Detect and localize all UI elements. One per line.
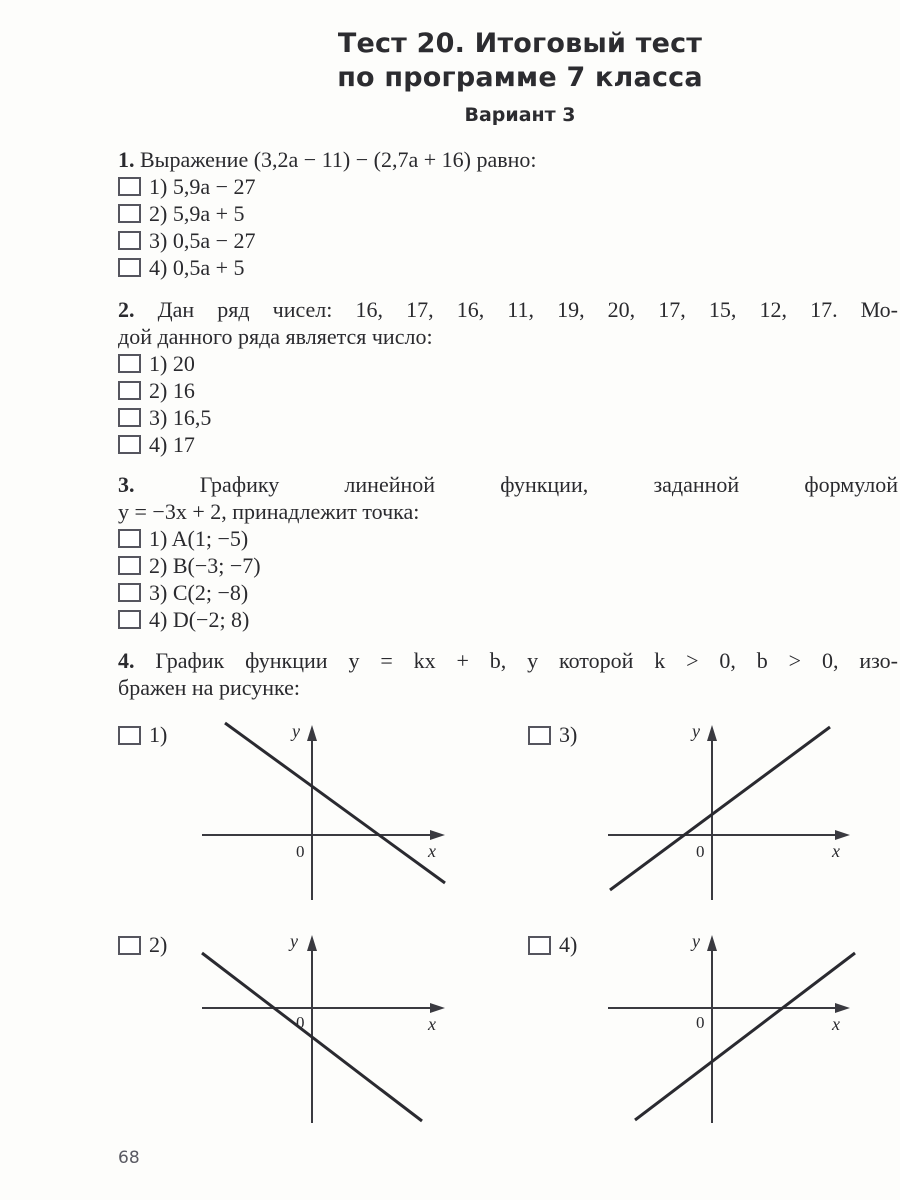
- origin-label: 0: [296, 842, 305, 861]
- question-2: [118, 296, 898, 350]
- checkbox[interactable]: [118, 583, 141, 602]
- question-4-option-4[interactable]: [528, 932, 577, 958]
- checkbox[interactable]: [118, 204, 141, 223]
- question-2-option-2[interactable]: [118, 377, 195, 404]
- origin-label: 0: [696, 842, 705, 861]
- question-3-option-3[interactable]: [118, 579, 248, 606]
- graph-1: [190, 715, 450, 900]
- question-1-text: Выражение (3,2a − 11) − (2,7a + 16) равно:: [140, 147, 537, 172]
- checkbox[interactable]: [118, 556, 141, 575]
- question-2-text-line1: Дан ряд чисел: 16, 17, 16, 11, 19, 20, 17, 15, 12, 17. Мо-: [157, 297, 899, 322]
- page-title-line1: Тест 20. Итоговый тест: [337, 28, 703, 59]
- question-1-option-2[interactable]: [118, 200, 245, 227]
- checkbox[interactable]: [118, 354, 141, 373]
- checkbox[interactable]: [528, 936, 551, 955]
- x-axis-label: x: [428, 1014, 436, 1034]
- option-label: 1) 5,9a − 27: [149, 174, 256, 199]
- question-2-number: 2.: [118, 297, 135, 322]
- origin-label: 0: [696, 1013, 705, 1032]
- question-1-number: 1.: [118, 147, 135, 172]
- option-label: 4): [559, 932, 578, 957]
- variant-heading: Вариант 3: [464, 104, 576, 126]
- option-label: 4) D(−2; 8): [149, 607, 250, 632]
- question-4: [118, 647, 898, 701]
- option-label: 2) B(−3; −7): [149, 553, 261, 578]
- checkbox[interactable]: [118, 435, 141, 454]
- checkbox[interactable]: [118, 726, 141, 745]
- option-label: 3) 16,5: [149, 405, 212, 430]
- x-axis-label: x: [428, 841, 436, 861]
- question-4-text-line2: бражен на рисунке:: [118, 675, 300, 700]
- question-4-number: 4.: [118, 648, 135, 673]
- option-label: 2): [149, 932, 168, 957]
- question-4-option-1[interactable]: [118, 722, 167, 748]
- option-label: 3) C(2; −8): [149, 580, 249, 605]
- graph-4: [600, 925, 860, 1130]
- checkbox[interactable]: [118, 381, 141, 400]
- checkbox[interactable]: [118, 610, 141, 629]
- option-label: 3) 0,5a − 27: [149, 228, 256, 253]
- checkbox[interactable]: [118, 177, 141, 196]
- question-3-option-2[interactable]: [118, 552, 261, 579]
- question-4-option-2[interactable]: [118, 932, 167, 958]
- option-label: 1) 20: [149, 351, 195, 376]
- checkbox[interactable]: [118, 231, 141, 250]
- checkbox[interactable]: [528, 726, 551, 745]
- option-label: 1) A(1; −5): [149, 526, 249, 551]
- option-label: 1): [149, 722, 168, 747]
- option-label: 4) 0,5a + 5: [149, 255, 245, 280]
- question-2-option-4[interactable]: [118, 431, 195, 458]
- checkbox[interactable]: [118, 408, 141, 427]
- y-axis-label: y: [692, 931, 700, 951]
- question-1-option-4[interactable]: [118, 254, 245, 281]
- x-axis-label: x: [832, 1014, 840, 1034]
- page-number: 68: [118, 1148, 140, 1168]
- question-3-text-line1: Графику линейной функции, заданной формулой: [199, 472, 899, 497]
- option-label: 4) 17: [149, 432, 195, 457]
- page-title-line2: по программе 7 класса: [337, 62, 703, 93]
- option-label: 3): [559, 722, 578, 747]
- y-axis-label: y: [692, 721, 700, 741]
- graph-3: [600, 715, 860, 900]
- origin-label: 0: [296, 1013, 305, 1032]
- option-label: 2) 5,9a + 5: [149, 201, 245, 226]
- graph-2: [190, 925, 450, 1130]
- question-2-option-3[interactable]: [118, 404, 211, 431]
- y-axis-label: y: [290, 931, 298, 951]
- question-3: [118, 471, 898, 525]
- question-1-option-3[interactable]: [118, 227, 256, 254]
- question-3-text-line2: y = −3x + 2, принадлежит точка:: [118, 499, 420, 524]
- checkbox[interactable]: [118, 258, 141, 277]
- question-4-option-3[interactable]: [528, 722, 577, 748]
- question-2-option-1[interactable]: [118, 350, 195, 377]
- question-3-option-1[interactable]: [118, 525, 248, 552]
- question-1-option-1[interactable]: [118, 173, 256, 200]
- checkbox[interactable]: [118, 529, 141, 548]
- question-2-text-line2: дой данного ряда является число:: [118, 324, 433, 349]
- question-3-number: 3.: [118, 472, 135, 497]
- x-axis-label: x: [832, 841, 840, 861]
- option-label: 2) 16: [149, 378, 195, 403]
- question-1: [118, 146, 898, 173]
- question-4-text-line1: График функции y = kx + b, у которой k > 0, b > 0, изо-: [155, 648, 899, 673]
- y-axis-label: y: [292, 721, 300, 741]
- checkbox[interactable]: [118, 936, 141, 955]
- question-3-option-4[interactable]: [118, 606, 249, 633]
